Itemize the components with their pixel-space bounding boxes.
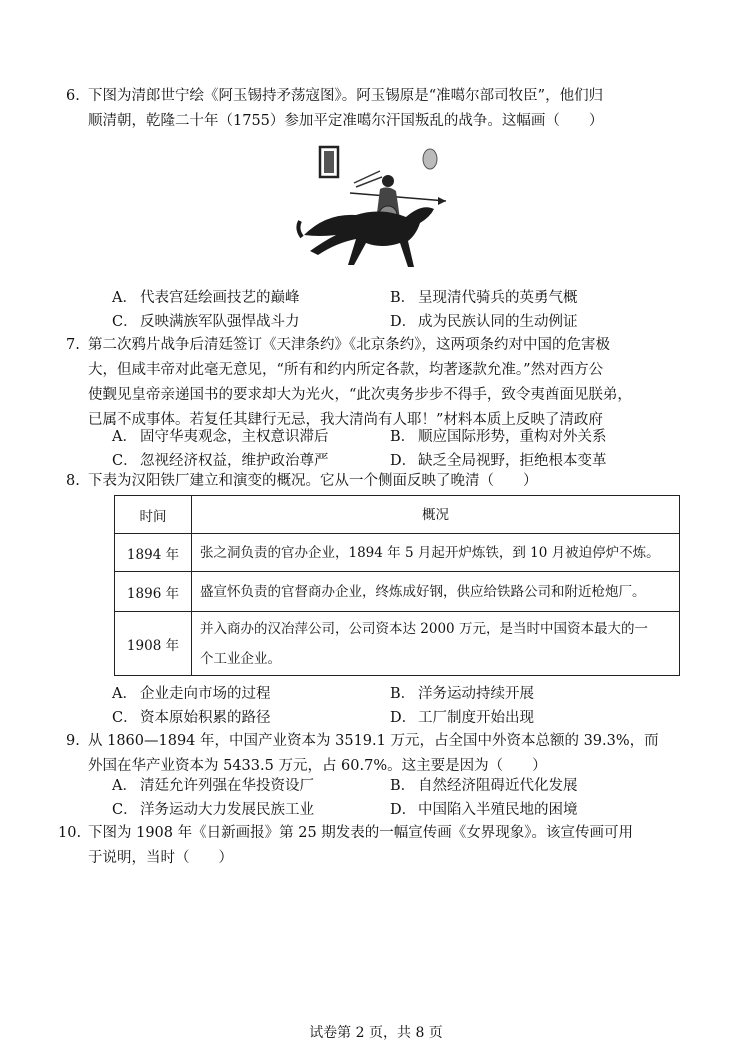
option-b[interactable]: B． 顺应国际形势，重构对外关系: [390, 429, 607, 445]
option-a[interactable]: A． 代表宫廷绘画技艺的巅峰: [112, 290, 300, 306]
table-row: [115, 612, 680, 676]
option-b[interactable]: B． 呈现清代骑兵的英勇气概: [390, 290, 578, 306]
question-text-line: 外国在华产业资本为 5433.5 万元，占 60.7%。这主要是因为（ ）: [88, 758, 547, 774]
question-text-line: 第二次鸦片战争后清廷签订《天津条约》《北京条约》，这两项条约对中国的危害极: [88, 337, 610, 353]
question-text-line: 下图为清郎世宁绘《阿玉锡持矛荡寇图》。阿玉锡原是“准噶尔部司牧臣”，他们归: [88, 88, 604, 104]
question-text-line: 顺清朝，乾隆二十年（1755）参加平定准噶尔汗国叛乱的战争。这幅画（ ）: [88, 113, 604, 129]
question-8: [66, 469, 668, 494]
question-text-line: 使觐见皇帝亲递国书的要求却大为光火，“此次夷务步步不得手，致令夷酋面见朕弟，: [88, 387, 632, 403]
table-cell-desc-line: 个工业企业。: [200, 650, 281, 667]
question-text-line: 下图为 1908 年《日新画报》第 25 期发表的一幅宣传画《女界现象》。该宣传画可用: [88, 825, 634, 841]
question-number: 10.: [58, 825, 82, 841]
option-c[interactable]: C． 资本原始积累的路径: [112, 710, 271, 726]
table-cell-year: 1908 年: [115, 612, 192, 676]
question-text-line: 于说明，当时（ ）: [88, 850, 233, 866]
question-text-line: 下表为汉阳铁厂建立和演变的概况。它从一个侧面反映了晚清（ ）: [88, 473, 538, 489]
option-a[interactable]: A． 固守华夷观念，主权意识滞后: [112, 429, 329, 445]
question-6: [66, 84, 668, 134]
ironworks-table: [114, 495, 680, 676]
option-c[interactable]: C． 忽视经济权益，维护政治尊严: [112, 453, 329, 469]
question-9: [66, 729, 668, 779]
question-text-line: 已属不成事体。若复任其肆行无忌，我大清尚有人耶！”材料本质上反映了清政府: [88, 412, 603, 428]
option-d[interactable]: D． 缺乏全局视野，拒绝根本变革: [390, 453, 607, 469]
option-d[interactable]: D． 成为民族认同的生动例证: [390, 314, 578, 330]
option-a[interactable]: A． 企业走向市场的过程: [112, 686, 271, 702]
question-text-line: 大，但咸丰帝对此毫无意见，“所有和约内所定各款，均著逐款允准。”然对西方公: [88, 362, 604, 378]
table-row: [115, 572, 680, 612]
option-d[interactable]: D． 中国陷入半殖民地的困境: [390, 802, 578, 818]
option-c[interactable]: C． 洋务运动大力发展民族工业: [112, 802, 314, 818]
painting-image: [296, 143, 448, 275]
table-cell-year: 1894 年: [115, 534, 192, 572]
table-header-row: [115, 496, 680, 534]
table-header-time: 时间: [115, 496, 192, 534]
table-cell-desc: [192, 612, 680, 676]
table-header-overview: 概况: [192, 496, 680, 534]
question-10: [58, 821, 668, 871]
question-7: [66, 333, 668, 433]
question-number: 7.: [66, 337, 80, 353]
question-number: 6.: [66, 88, 80, 104]
question-text-line: 从 1860—1894 年，中国产业资本为 3519.1 万元，占全国中外资本总额的 39.3%，而: [88, 733, 659, 749]
question-number: 8.: [66, 473, 80, 489]
page-footer: 试卷第 2 页，共 8 页: [309, 1025, 443, 1041]
table-cell-desc: 张之洞负责的官办企业，1894 年 5 月起开炉炼铁，到 10 月被迫停炉不炼。: [192, 534, 680, 572]
option-b[interactable]: B． 自然经济阻碍近代化发展: [390, 778, 578, 794]
option-d[interactable]: D． 工厂制度开始出现: [390, 710, 534, 726]
table-cell-year: 1896 年: [115, 572, 192, 612]
table-cell-desc-line: 并入商办的汉冶萍公司，公司资本达 2000 万元，是当时中国资本最大的一: [200, 620, 648, 637]
option-b[interactable]: B． 洋务运动持续开展: [390, 686, 534, 702]
table-row: [115, 534, 680, 572]
option-a[interactable]: A． 清廷允许列强在华投资设厂: [112, 778, 314, 794]
question-number: 9.: [66, 733, 80, 749]
option-c[interactable]: C． 反映满族军队强悍战斗力: [112, 314, 300, 330]
table-cell-desc: 盛宣怀负责的官督商办企业，终炼成好钢，供应给铁路公司和附近枪炮厂。: [192, 572, 680, 612]
